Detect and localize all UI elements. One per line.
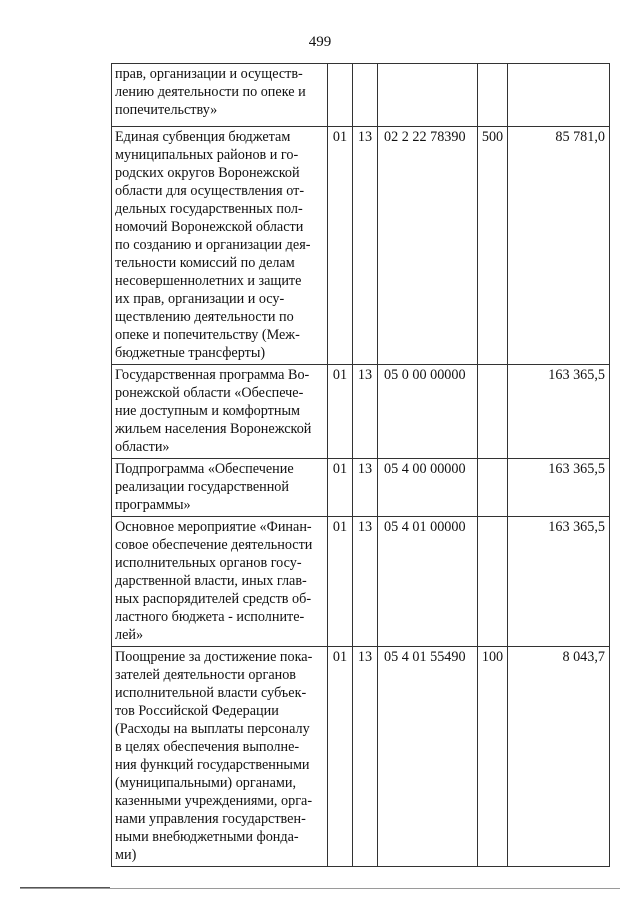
row-name-cell xyxy=(112,64,328,127)
section-code-cell: 01 xyxy=(328,127,353,365)
subsection-code-cell: 13 xyxy=(353,127,378,365)
section-code-cell: 01 xyxy=(328,517,353,647)
row-name-cell xyxy=(112,517,328,647)
target-article-cell: 05 4 01 55490 xyxy=(378,647,478,867)
table-body xyxy=(112,64,610,867)
expense-type-cell xyxy=(478,64,508,127)
row-name-line: бюджетные трансферты) xyxy=(115,345,266,361)
amount-cell: 8 043,7 xyxy=(508,647,610,867)
row-name-line: программы» xyxy=(115,497,191,513)
expense-type-cell xyxy=(478,517,508,647)
row-name-line: тов Российской Федерации xyxy=(115,703,279,719)
row-name-line: Подпрограмма «Обеспечение xyxy=(115,461,294,477)
row-name-line: казенными учреждениями, орга- xyxy=(115,793,313,809)
row-name-cell xyxy=(112,127,328,365)
section-code-cell: 01 xyxy=(328,459,353,517)
row-name-line: ния функций государственными xyxy=(115,757,310,773)
target-article-cell: 05 4 01 00000 xyxy=(378,517,478,647)
row-name-line: (муниципальными) органами, xyxy=(115,775,297,791)
row-name-cell xyxy=(112,459,328,517)
row-name-line: области для осуществления от- xyxy=(115,183,305,199)
row-name-line: реализации государственной xyxy=(115,479,289,495)
row-name-line: дельных государственных пол- xyxy=(115,201,303,217)
row-name-line: несовершеннолетних и защите xyxy=(115,273,302,289)
row-name-line: исполнительных органов госу- xyxy=(115,555,302,571)
amount-cell: 85 781,0 xyxy=(508,127,610,365)
page-number: 499 xyxy=(308,34,332,50)
amount-cell xyxy=(508,64,610,127)
target-article-cell: 05 0 00 00000 xyxy=(378,365,478,459)
subsection-code-cell: 13 xyxy=(353,365,378,459)
table-row xyxy=(112,127,610,365)
target-article-cell: 05 4 00 00000 xyxy=(378,459,478,517)
row-name-line: Поощрение за достижение пока- xyxy=(115,649,313,665)
row-name-cell xyxy=(112,647,328,867)
section-code-cell xyxy=(328,64,353,127)
budget-table xyxy=(111,63,610,867)
row-name-line: лей» xyxy=(115,627,144,643)
row-name-line: по созданию и организации дея- xyxy=(115,237,311,253)
row-name-line: зателей деятельности органов xyxy=(115,667,297,683)
row-name-line: (Расходы на выплаты персоналу xyxy=(115,721,310,737)
expense-type-cell: 100 xyxy=(478,647,508,867)
row-name-line: совое обеспечение деятельности xyxy=(115,537,313,553)
row-name-line: жильем населения Воронежской xyxy=(115,421,312,437)
row-name-line: попечительству» xyxy=(115,102,218,118)
table-row xyxy=(112,517,610,647)
table-row xyxy=(112,459,610,517)
row-name-line: нами управления государствен- xyxy=(115,811,306,827)
row-name-line: области» xyxy=(115,439,170,455)
row-name-line: ществлению деятельности по xyxy=(115,309,294,325)
subsection-code-cell: 13 xyxy=(353,517,378,647)
row-name-line: ронежской области «Обеспече- xyxy=(115,385,304,401)
table-row xyxy=(112,365,610,459)
row-name-line: исполнительной власти субъек- xyxy=(115,685,307,701)
subsection-code-cell: 13 xyxy=(353,459,378,517)
row-name-line: ных распорядителей средств об- xyxy=(115,591,312,607)
row-name-line: тельности комиссий по делам xyxy=(115,255,295,271)
row-name-line: их прав, организации и осу- xyxy=(115,291,285,307)
amount-cell: 163 365,5 xyxy=(508,517,610,647)
expense-type-cell: 500 xyxy=(478,127,508,365)
row-name-line: дарственной власти, иных глав- xyxy=(115,573,307,589)
bottom-rule xyxy=(20,888,620,889)
target-article-cell xyxy=(378,64,478,127)
row-name-line: номочий Воронежской области xyxy=(115,219,304,235)
row-name-line: ными внебюджетными фонда- xyxy=(115,829,299,845)
amount-cell: 163 365,5 xyxy=(508,365,610,459)
table-row xyxy=(112,647,610,867)
expense-type-cell xyxy=(478,459,508,517)
row-name-line: в целях обеспечения выполне- xyxy=(115,739,300,755)
row-name-line: лению деятельности по опеке и xyxy=(115,84,306,100)
row-name-line: ние доступным и комфортным xyxy=(115,403,300,419)
row-name-line: родских округов Воронежской xyxy=(115,165,300,181)
expense-type-cell xyxy=(478,365,508,459)
row-name-line: Основное мероприятие «Финан- xyxy=(115,519,312,535)
subsection-code-cell xyxy=(353,64,378,127)
table-row xyxy=(112,64,610,127)
row-name-line: опеке и попечительству (Меж- xyxy=(115,327,300,343)
row-name-line: ластного бюджета - исполните- xyxy=(115,609,305,625)
row-name-cell xyxy=(112,365,328,459)
row-name-line: Единая субвенция бюджетам xyxy=(115,129,291,145)
row-name-line: муниципальных районов и го- xyxy=(115,147,299,163)
row-name-line: ми) xyxy=(115,847,137,863)
amount-cell: 163 365,5 xyxy=(508,459,610,517)
section-code-cell: 01 xyxy=(328,647,353,867)
subsection-code-cell: 13 xyxy=(353,647,378,867)
section-code-cell: 01 xyxy=(328,365,353,459)
row-name-line: прав, организации и осуществ- xyxy=(115,66,303,82)
row-name-line: Государственная программа Во- xyxy=(115,367,310,383)
target-article-cell: 02 2 22 78390 xyxy=(378,127,478,365)
bottom-rule-accent xyxy=(20,887,110,888)
